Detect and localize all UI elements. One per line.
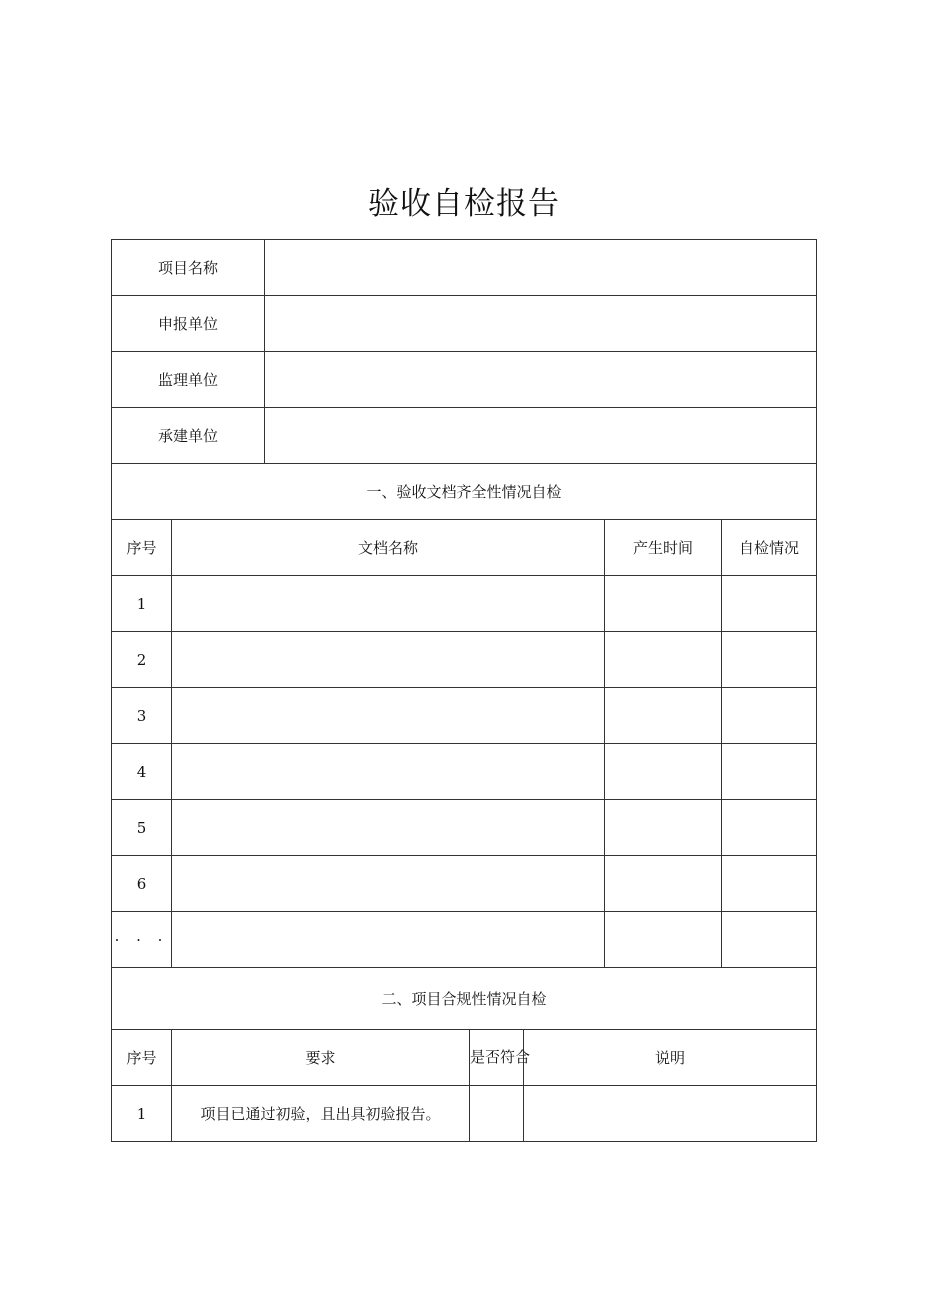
- check-cell[interactable]: [722, 800, 817, 856]
- conform-header: 是否符合: [470, 1030, 524, 1086]
- seq-header: 序号: [112, 520, 172, 576]
- row-seq: 6: [112, 856, 172, 912]
- table-row: [112, 296, 817, 352]
- time-cell[interactable]: [605, 744, 722, 800]
- seq-header: 序号: [112, 1030, 172, 1086]
- doc-name-cell[interactable]: [172, 912, 605, 968]
- check-cell[interactable]: [722, 576, 817, 632]
- contractor-unit-field[interactable]: [265, 408, 817, 464]
- row-seq: 1: [112, 576, 172, 632]
- time-header: 产生时间: [605, 520, 722, 576]
- applicant-unit-field[interactable]: [265, 296, 817, 352]
- compliance-table: [111, 967, 817, 1142]
- doc-name-cell[interactable]: [172, 800, 605, 856]
- row-seq: 5: [112, 800, 172, 856]
- doc-name-cell[interactable]: [172, 688, 605, 744]
- time-cell[interactable]: [605, 912, 722, 968]
- table-row: [112, 408, 817, 464]
- table-row: [112, 576, 817, 632]
- note-cell[interactable]: [524, 1086, 817, 1142]
- document-completeness-table: [111, 519, 817, 968]
- supervision-unit-label: 监理单位: [112, 352, 265, 408]
- conform-cell[interactable]: [470, 1086, 524, 1142]
- time-cell[interactable]: [605, 632, 722, 688]
- time-cell[interactable]: [605, 688, 722, 744]
- section1-heading: 一、验收文档齐全性情况自检: [112, 464, 817, 520]
- table-row: [112, 856, 817, 912]
- project-info-table: [111, 239, 817, 464]
- section-row: [112, 968, 817, 1030]
- project-name-field[interactable]: [265, 240, 817, 296]
- row-seq: 4: [112, 744, 172, 800]
- check-cell[interactable]: [722, 632, 817, 688]
- table-row: [112, 352, 817, 408]
- doc-name-cell[interactable]: [172, 856, 605, 912]
- doc-name-cell[interactable]: [172, 576, 605, 632]
- note-header: 说明: [524, 1030, 817, 1086]
- applicant-unit-label: 申报单位: [112, 296, 265, 352]
- check-cell[interactable]: [722, 912, 817, 968]
- table-header-row: [112, 1030, 817, 1086]
- table-row: [112, 1086, 817, 1142]
- row-seq: 2: [112, 632, 172, 688]
- self-check-header: 自检情况: [722, 520, 817, 576]
- time-cell[interactable]: [605, 576, 722, 632]
- check-cell[interactable]: [722, 744, 817, 800]
- section1-heading-table: [111, 463, 817, 520]
- supervision-unit-field[interactable]: [265, 352, 817, 408]
- requirement-header: 要求: [172, 1030, 470, 1086]
- check-cell[interactable]: [722, 688, 817, 744]
- table-row: [112, 688, 817, 744]
- section2-heading: 二、项目合规性情况自检: [112, 968, 817, 1030]
- doc-name-cell[interactable]: [172, 632, 605, 688]
- row-seq: 1: [112, 1086, 172, 1142]
- row-seq: 3: [112, 688, 172, 744]
- table-row: [112, 744, 817, 800]
- time-cell[interactable]: [605, 800, 722, 856]
- table-header-row: [112, 520, 817, 576]
- requirement-cell: 项目已通过初验，且出具初验报告。: [172, 1086, 470, 1142]
- table-row: [112, 912, 817, 968]
- doc-name-cell[interactable]: [172, 744, 605, 800]
- table-row: [112, 240, 817, 296]
- project-name-label: 项目名称: [112, 240, 265, 296]
- time-cell[interactable]: [605, 856, 722, 912]
- page-title: 验收自检报告: [368, 186, 560, 222]
- contractor-unit-label: 承建单位: [112, 408, 265, 464]
- table-row: [112, 632, 817, 688]
- row-seq-ellipsis: · · ·: [112, 912, 172, 968]
- doc-name-header: 文档名称: [172, 520, 605, 576]
- table-row: [112, 800, 817, 856]
- check-cell[interactable]: [722, 856, 817, 912]
